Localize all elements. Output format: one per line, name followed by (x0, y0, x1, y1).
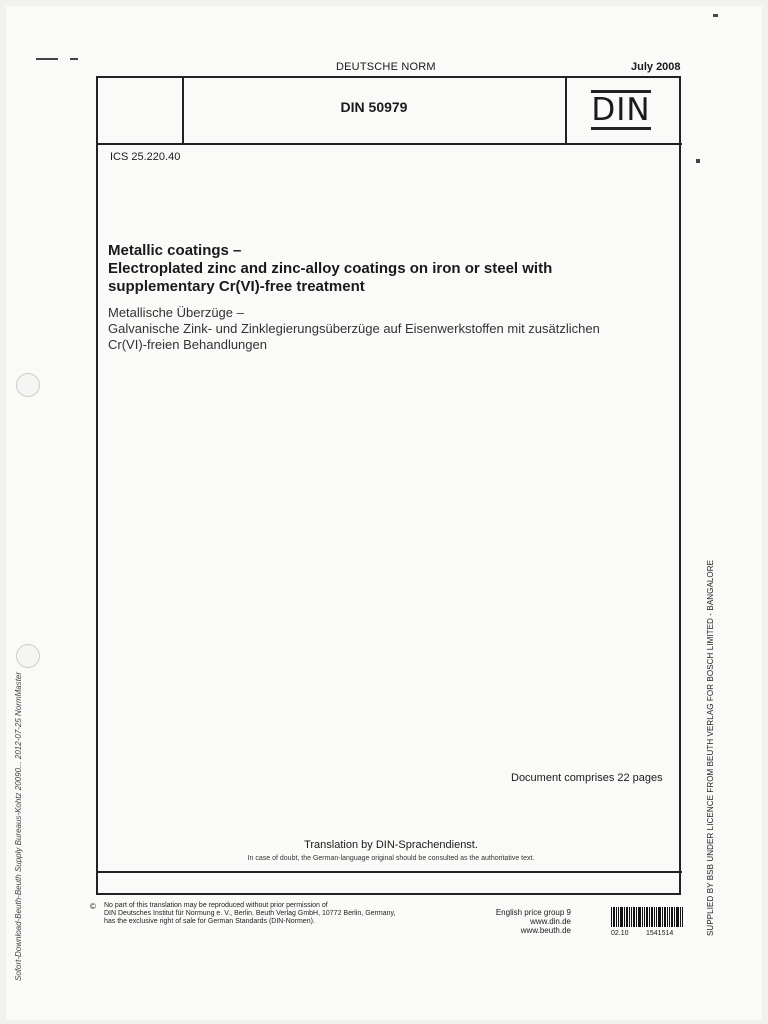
price-group: English price group 9 (495, 908, 571, 917)
german-title-line-2: Galvanische Zink- und Zinklegierungsüberzüge auf Eisenwerkstoffen mit zusätzlichen (108, 321, 600, 336)
barcode-date: 02.10 (611, 930, 629, 937)
header-bottom-rule (96, 143, 682, 145)
german-title-line-3: Cr(VI)-freien Behandlungen (108, 337, 267, 352)
side-licence-stamp: SUPPLIED BY BSB UNDER LICENCE FROM BEUTH VERLAG FOR BOSCH LIMITED - BANGALORE (706, 559, 715, 936)
barcode-icon (611, 907, 683, 927)
copyright-line-2: DIN Deutsches Institut für Normung e. V., Berlin. Beuth Verlag GmbH, 10772 Berlin, Germany, (104, 910, 396, 917)
beuth-url: www.beuth.de (520, 926, 571, 935)
publication-date: July 2008 (631, 61, 681, 73)
footer-top-rule (96, 871, 682, 873)
english-title-line-2: Electroplated zinc and zinc-alloy coatings on iron or steel with (108, 260, 553, 277)
copyright-icon: © (90, 902, 96, 911)
document-number: DIN 50979 (340, 99, 408, 115)
scan-mark (36, 58, 58, 60)
barcode-number: 1541514 (646, 930, 674, 937)
punch-hole-top (16, 373, 40, 397)
english-title (108, 242, 668, 296)
german-title-line-1: Metallische Überzüge – (108, 305, 244, 320)
side-download-stamp: Sofort-Download-Beuth-Beuth Supply Bureaus-Kohtz 20090... 2012-07-25 NormMaster (14, 671, 23, 981)
scan-mark (713, 14, 718, 17)
scan-mark (696, 159, 700, 163)
ics-code: ICS 25.220.40 (110, 151, 181, 163)
copyright-notice (104, 902, 464, 926)
din-url: www.din.de (530, 917, 571, 926)
scan-mark (70, 58, 78, 60)
header-divider-right (565, 76, 567, 145)
norm-label: DEUTSCHE NORM (336, 61, 436, 73)
translation-note: Translation by DIN-Sprachendienst. (304, 839, 478, 851)
punch-hole-bottom (16, 644, 40, 668)
copyright-line-1: No part of this translation may be reproduced without prior permission of (104, 902, 328, 909)
price-info (476, 908, 571, 935)
copyright-line-3: has the exclusive right of sale for German Standards (DIN-Normen). (104, 918, 315, 925)
document-page (6, 6, 762, 1020)
page-count-note: Document comprises 22 pages (511, 772, 663, 784)
din-logo: DIN (591, 92, 651, 128)
authoritative-text-note: In case of doubt, the German-language original should be consulted as the authoritative text. (247, 855, 535, 862)
english-title-line-3: supplementary Cr(VI)-free treatment (108, 278, 365, 295)
german-title (108, 305, 668, 353)
english-title-line-1: Metallic coatings – (108, 242, 242, 259)
